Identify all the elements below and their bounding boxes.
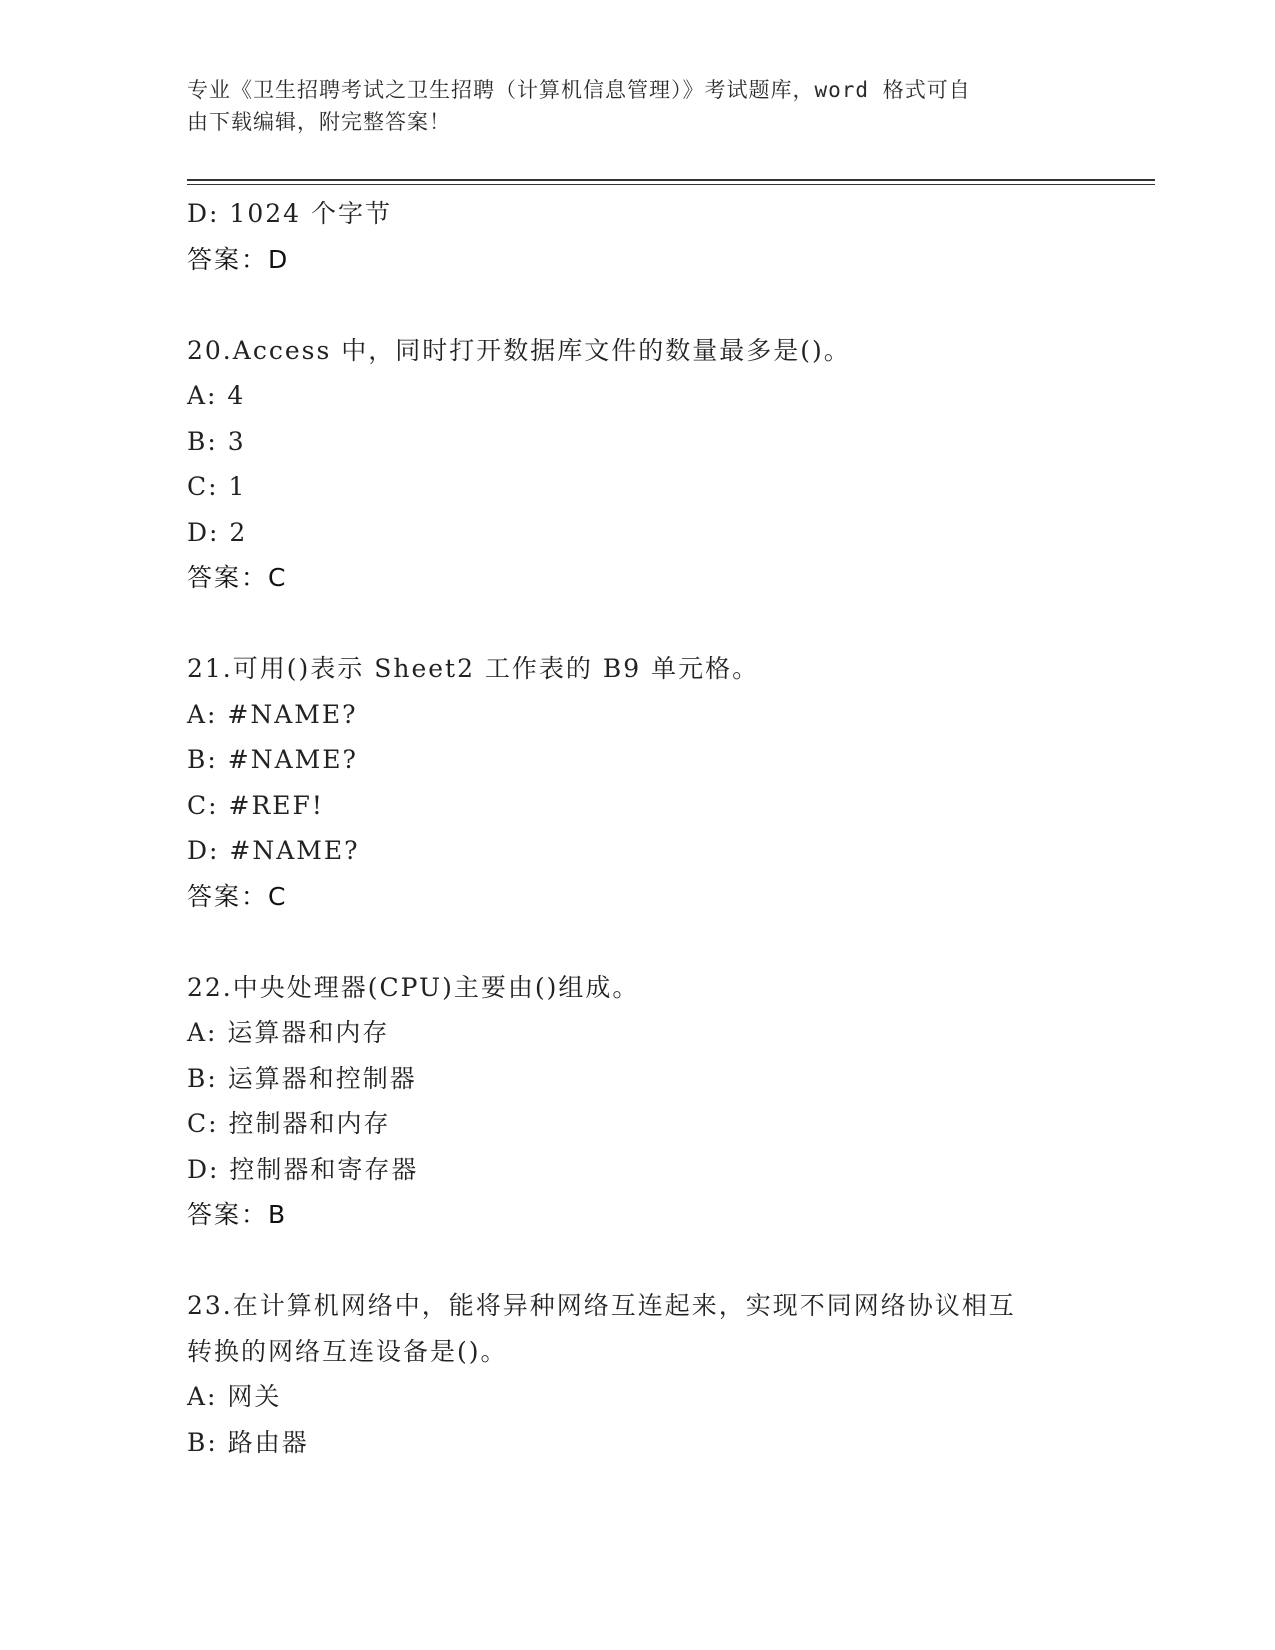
option-d: D: 控制器和寄存器 bbox=[187, 1154, 419, 1184]
spacer bbox=[187, 1238, 1087, 1284]
option-b: B: 3 bbox=[187, 426, 246, 456]
question-stem-line-1: 23.在计算机网络中，能将异种网络互连起来，实现不同网络协议相互 bbox=[187, 1291, 1016, 1320]
option-a: A: #NAME? bbox=[187, 699, 358, 729]
option-b: B: 运算器和控制器 bbox=[187, 1063, 417, 1093]
option-b: B: 路由器 bbox=[187, 1427, 309, 1457]
answer-line: 答案：C bbox=[187, 881, 288, 911]
answer-line: 答案：C bbox=[187, 563, 288, 592]
option-a: A: 4 bbox=[187, 381, 246, 410]
header-line-2: 由下载编辑，附完整答案！ bbox=[187, 110, 451, 134]
header-rule-thick bbox=[187, 179, 1155, 181]
header-rule-thin bbox=[187, 184, 1155, 185]
question-stem: 20.Access 中，同时打开数据库文件的数量最多是()。 bbox=[187, 335, 851, 365]
spacer bbox=[187, 919, 1087, 965]
option-b: B: #NAME? bbox=[187, 745, 358, 774]
header-line-1: 专业《卫生招聘考试之卫生招聘（计算机信息管理）》考试题库，word 格式可自 bbox=[187, 78, 971, 102]
document-body bbox=[187, 191, 1087, 1465]
option-c: C: 控制器和内存 bbox=[187, 1109, 391, 1138]
option-c: C: #REF! bbox=[187, 790, 324, 820]
answer-line: 答案：B bbox=[187, 1200, 288, 1229]
option-c: C: 1 bbox=[187, 472, 247, 501]
option-a: A: 网关 bbox=[187, 1382, 282, 1411]
option-d: D: 2 bbox=[187, 517, 248, 547]
question-stem: 21.可用()表示 Sheet2 工作表的 B9 单元格。 bbox=[187, 654, 760, 683]
spacer bbox=[187, 282, 1087, 328]
question-stem: 22.中央处理器(CPU)主要由()组成。 bbox=[187, 972, 640, 1002]
answer-line: 答案：D bbox=[187, 244, 290, 274]
option-a: A: 运算器和内存 bbox=[187, 1018, 390, 1047]
document-header bbox=[187, 74, 1067, 138]
spacer bbox=[187, 601, 1087, 647]
question-stem-line-2: 转换的网络互连设备是()。 bbox=[187, 1336, 508, 1366]
option-d: D: 1024 个字节 bbox=[187, 199, 392, 228]
option-d: D: #NAME? bbox=[187, 836, 360, 865]
